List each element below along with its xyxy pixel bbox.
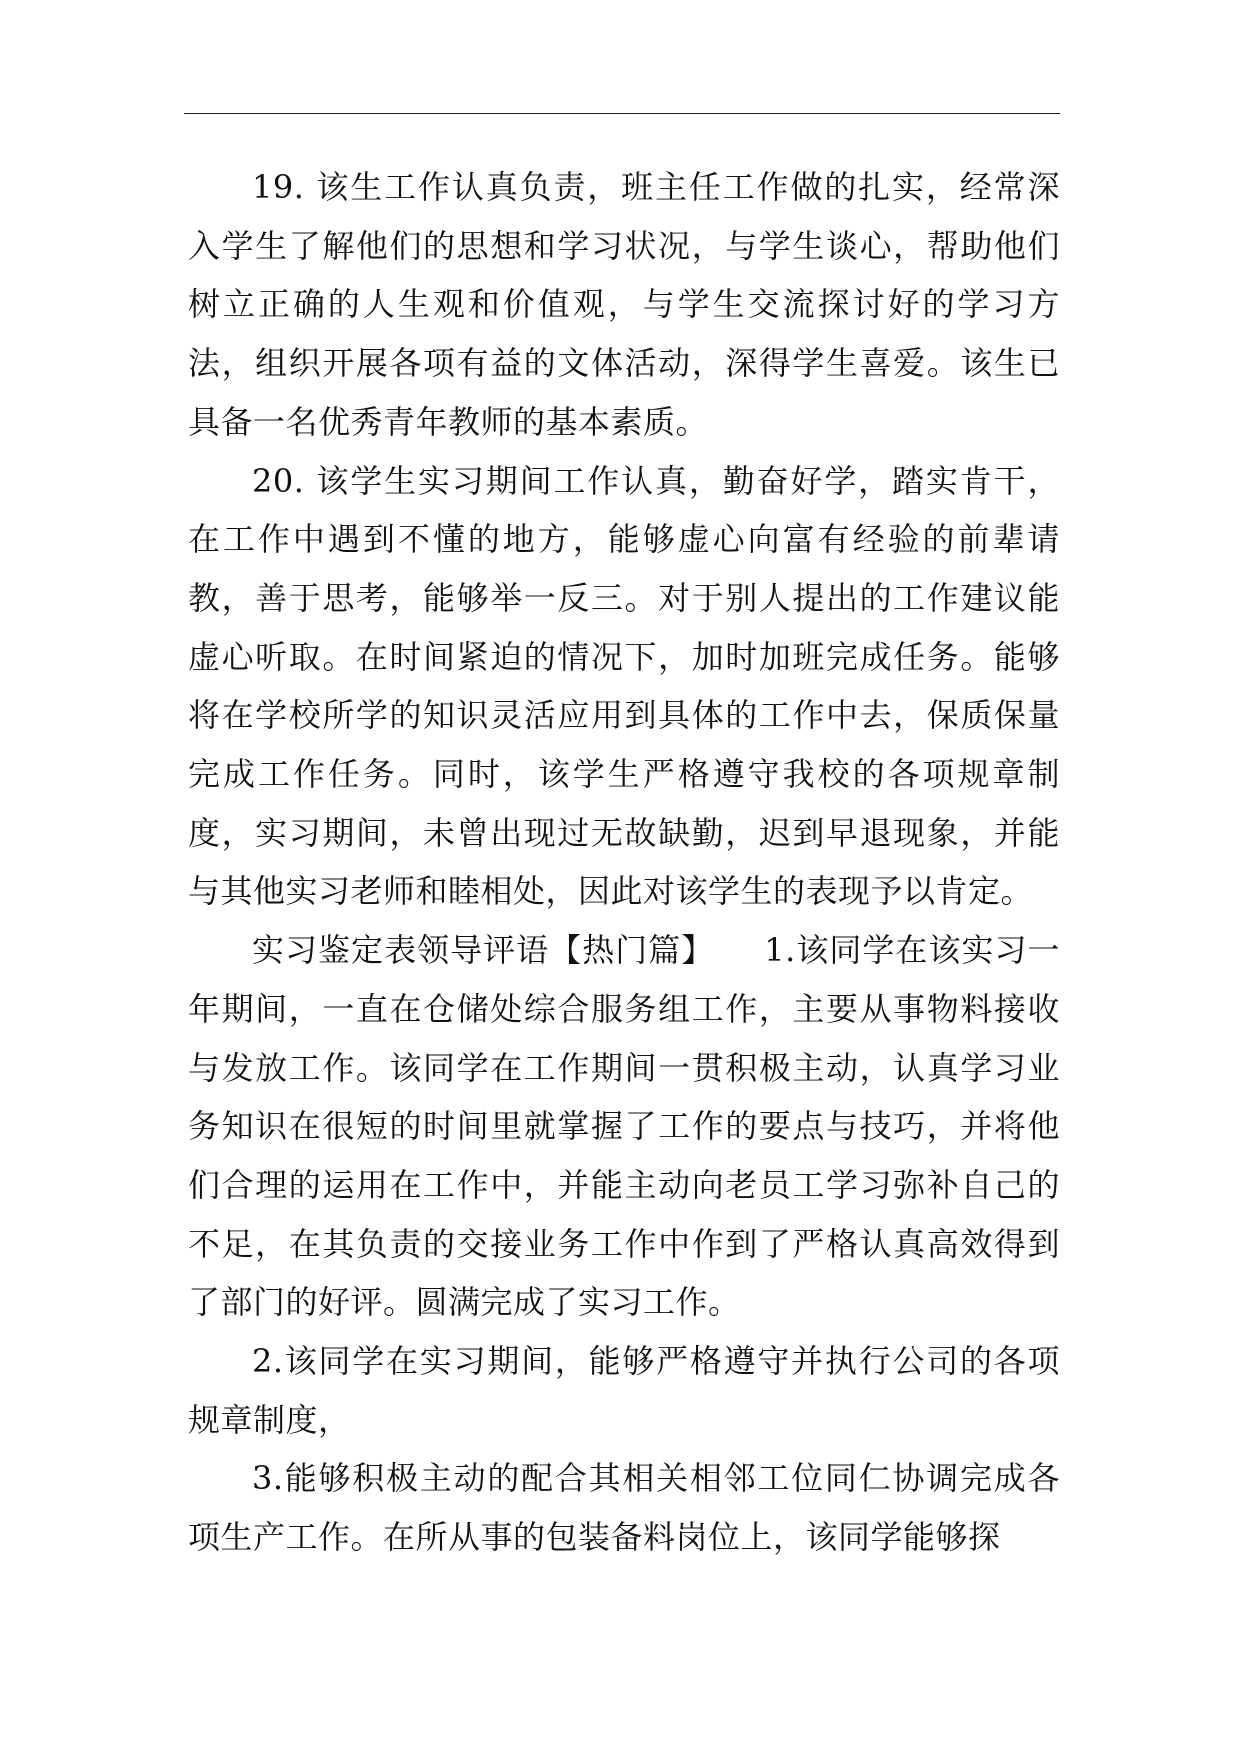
- paragraph-19: 19. 该生工作认真负责，班主任工作做的扎实，经常深入学生了解他们的思想和学习状况，与学生谈心，帮助他们树立正确的人生观和价值观，与学生交流探讨好的学习方法，组织开展各项有益的文体活动，深得学生喜爱。该生已具备一名优秀青年教师的基本素质。: [188, 168, 1060, 441]
- paragraph-leader-comments-3: 3.能够积极主动的配合其相关相邻工位同仁协调完成各项生产工作。在所从事的包装备料岗位上，该同学能够探: [188, 1459, 1060, 1557]
- paragraph-20: 20. 该学生实习期间工作认真，勤奋好学，踏实肯干，在工作中遇到不懂的地方，能够虚心向富有经验的前辈请教，善于思考，能够举一反三。对于别人提出的工作建议能虚心听取。在时间紧迫的情况下，加时加班完成任务。能够将在学校所学的知识灵活应用到具体的工作中去，保质保量完成工作任务。同时，该学生严格遵守我校的各项规章制度，实习期间，未曾出现过无故缺勤，迟到早退现象，并能与其他实习老师和睦相处，因此对该学生的表现予以肯定。: [188, 461, 1060, 911]
- header-rule: [184, 113, 1060, 114]
- document-body: [188, 158, 1060, 1567]
- paragraph-leader-comments-1: 实习鉴定表领导评语【热门篇】 1.该同学在该实习一年期间，一直在仓储处综合服务组工作，主要从事物料接收与发放工作。该同学在工作期间一贯积极主动，认真学习业务知识在很短的时间里就掌握了工作的要点与技巧，并将他们合理的运用在工作中，并能主动向老员工学习弥补自己的不足，在其负责的交接业务工作中作到了严格认真高效得到了部门的好评。圆满完成了实习工作。: [188, 931, 1060, 1322]
- paragraph-leader-comments-2: 2.该同学在实习期间，能够严格遵守并执行公司的各项规章制度，: [188, 1342, 1060, 1439]
